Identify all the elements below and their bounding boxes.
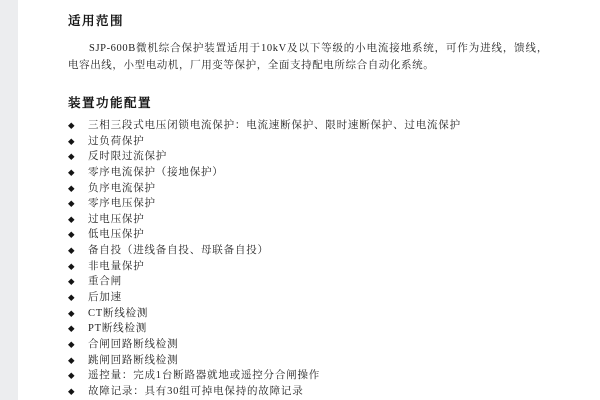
list-item [68, 259, 550, 275]
diamond-bullet-icon: ◆ [68, 152, 75, 163]
list-item-label: 后加速 [88, 292, 122, 304]
diamond-bullet-icon: ◆ [68, 121, 75, 131]
list-item [68, 149, 550, 165]
list-item [68, 134, 550, 150]
document-content [68, 14, 550, 400]
diamond-bullet-icon: ◆ [68, 277, 75, 288]
list-item [68, 118, 550, 134]
list-item [68, 368, 550, 384]
diamond-bullet-icon: ◆ [68, 386, 75, 397]
list-item [68, 306, 550, 322]
list-item [68, 290, 550, 306]
list-item [68, 274, 550, 290]
diamond-bullet-icon: ◆ [68, 230, 75, 241]
list-item [68, 181, 550, 197]
list-item-label: 过负荷保护 [88, 135, 145, 147]
list-item [68, 196, 550, 212]
list-item-label: 零序电压保护 [88, 198, 156, 210]
list-item-label: 反时限过流保护 [88, 151, 168, 163]
diamond-bullet-icon: ◆ [68, 371, 75, 382]
list-item-label: 负序电流保护 [88, 182, 156, 194]
list-item-label: 遥控量：完成1台断路器就地或遥控分合闸操作 [88, 370, 321, 382]
list-item-label: PT断线检测 [88, 323, 148, 335]
list-item-label: 三相三段式电压闭锁电流保护：电流速断保护、限时速断保护、过电流保护 [88, 120, 461, 131]
diamond-bullet-icon: ◆ [68, 339, 75, 350]
list-item-label: 非电量保护 [88, 260, 145, 272]
list-item-label: CT断线检测 [88, 307, 149, 319]
diamond-bullet-icon: ◆ [68, 167, 75, 178]
section-heading-functions: 装置功能配置 [68, 96, 153, 110]
list-item [68, 212, 550, 228]
diamond-bullet-icon: ◆ [68, 308, 75, 319]
list-item [68, 321, 550, 337]
list-item-label: 过电压保护 [88, 213, 145, 225]
list-item-label: 备自投（进线备自投、母联备自投） [88, 245, 269, 257]
list-item [68, 384, 550, 400]
list-item-label: 跳闸回路断线检测 [88, 354, 179, 366]
list-item-label: 故障记录：具有30组可掉电保持的故障记录 [88, 385, 304, 397]
list-item [68, 337, 550, 353]
list-item-label: 重合闸 [88, 276, 122, 288]
diamond-bullet-icon: ◆ [68, 324, 75, 335]
diamond-bullet-icon: ◆ [68, 355, 75, 366]
list-item-label: 零序电流保护（接地保护） [88, 166, 224, 178]
page-left-margin-strip [0, 0, 18, 400]
scope-paragraph: SJP-600B微机综合保护装置适用于10kV及以下等级的小电流接地系统，可作为进线，馈线，电容出线，小型电动机，厂用变等保护，全面支持配电所综合自动化系统。 [68, 43, 548, 71]
function-list [68, 118, 550, 400]
diamond-bullet-icon: ◆ [68, 293, 75, 304]
section-heading-scope: 适用范围 [68, 14, 125, 28]
diamond-bullet-icon: ◆ [68, 214, 75, 225]
diamond-bullet-icon: ◆ [68, 183, 75, 194]
list-item-label: 合闸回路断线检测 [88, 338, 179, 350]
list-item-label: 低电压保护 [88, 229, 145, 241]
diamond-bullet-icon: ◆ [68, 136, 75, 147]
list-item [68, 243, 550, 259]
list-item [68, 353, 550, 369]
diamond-bullet-icon: ◆ [68, 261, 75, 272]
diamond-bullet-icon: ◆ [68, 246, 75, 257]
list-item [68, 227, 550, 243]
diamond-bullet-icon: ◆ [68, 199, 75, 210]
list-item [68, 165, 550, 181]
